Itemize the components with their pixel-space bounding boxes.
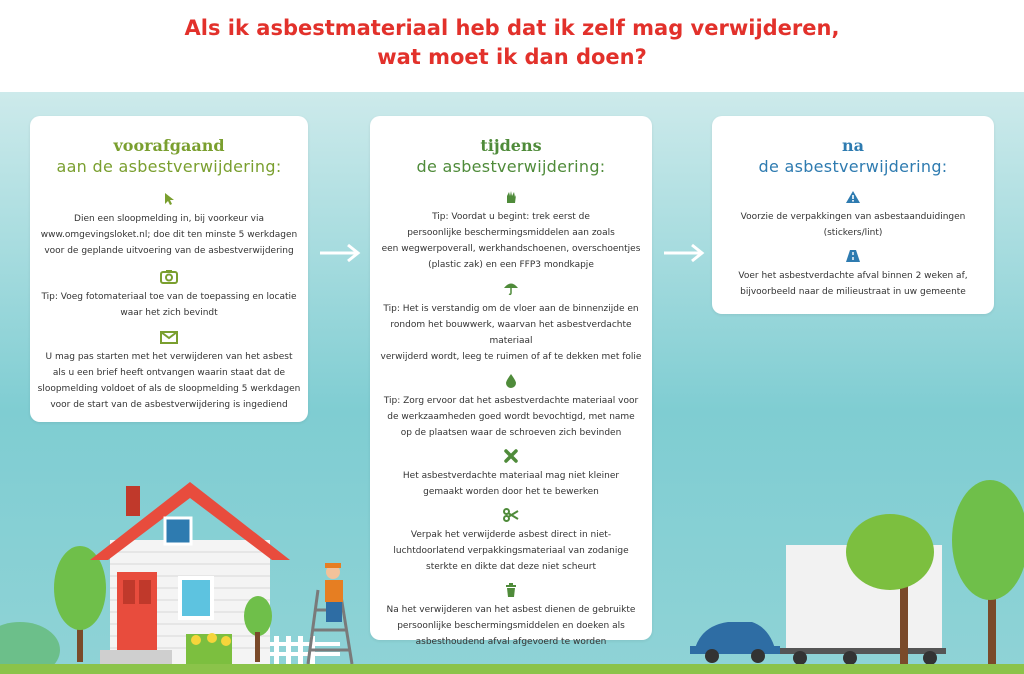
card-before [30,116,308,422]
step-text: Voer het asbestverdachte afval binnen 2 weken af, bijvoorbeeld naar de milieustraat in uw gemeente [738,271,968,297]
card-during [370,116,652,647]
step-text: Verpak het verwijderde asbest direct in niet- luchtdoorlatend verpakkingsmateriaal van zodanige sterkte en dikte dat deze niet scheurt [393,530,629,572]
card-after-subheading: de asbestverwijdering: [758,157,948,176]
step-text: Het asbestverdachte materiaal mag niet kleiner gemaakt worden door het te bewerken [402,471,620,497]
cross-icon [504,449,518,463]
worker-on-ladder [308,563,352,664]
glove-icon [504,190,518,204]
cursor-icon [163,192,175,206]
trash-icon [505,583,517,597]
road-icon [845,249,861,263]
step-text: Tip: Voordat u begint: trek eerst de persoonlijke beschermingsmiddelen aan zoals een wegwerpoverall, werkhandschoenen, overschoentjes (plastic zak) en een FFP3 mondkapje [381,212,641,270]
arrow-right-icon [318,243,362,263]
card-during-subheading: de asbestverwijdering: [416,157,606,176]
warning-icon [845,190,861,204]
tree-right-2 [952,480,1024,600]
umbrella-icon [503,281,519,296]
step-text: U mag pas starten met het verwijderen van het asbest als u een brief heeft ontvangen waarin staat dat de sloopmelding voldoet of als de sloopmelding 5 werkdagen voor de start van de asbestverwijdering is ingediend [37,352,301,410]
card-after [712,116,994,314]
title-line-2: wat moet ik dan doen? [377,45,647,69]
step-text: Tip: Zorg ervoor dat het asbestverdachte materiaal voor de werkzaamheden goed wordt bevochtigd, met name op de plaatsen waar de schroeven zich bevinden [383,396,639,438]
title-line-1: Als ik asbestmateriaal heb dat ik zelf mag verwijderen, [184,16,840,40]
car [690,622,780,663]
card-after-heading: na [842,136,864,155]
step-text: Voorzie de verpakkingen van asbestaanduidingen (stickers/lint) [740,212,966,238]
tree-right-1 [846,514,934,590]
step-text: Na het verwijderen van het asbest dienen de gebruikte persoonlijke beschermingsmiddelen en doeken als asbesthoudend afval afgevoerd te worden [386,605,636,647]
card-before-heading: voorafgaand [113,136,225,155]
card-during-heading: tijdens [480,136,542,155]
ground [0,664,1024,674]
bush-house [244,596,272,636]
step-text: Tip: Het is verstandig om de vloer aan de binnenzijde en rondom het bouwwerk, waarvan het asbestverdachte materiaal verwijderd wordt, leeg te ruimen of af te dekken met folie [380,304,642,362]
scissors-icon [503,508,519,522]
arrow-right-icon [662,243,706,263]
step-text: Dien een sloopmelding in, bij voorkeur via www.omgevingsloket.nl; doe dit ten minste 5 werkdagen voor de geplande uitvoering van de asbestverwijdering [40,214,298,256]
card-before-subheading: aan de asbestverwijdering: [56,157,282,176]
envelope-icon [160,331,178,344]
drop-icon [505,373,517,388]
step-text: Tip: Voeg fotomateriaal toe van de toepassing en locatie waar het zich bevindt [41,292,297,318]
camera-icon [160,269,178,284]
